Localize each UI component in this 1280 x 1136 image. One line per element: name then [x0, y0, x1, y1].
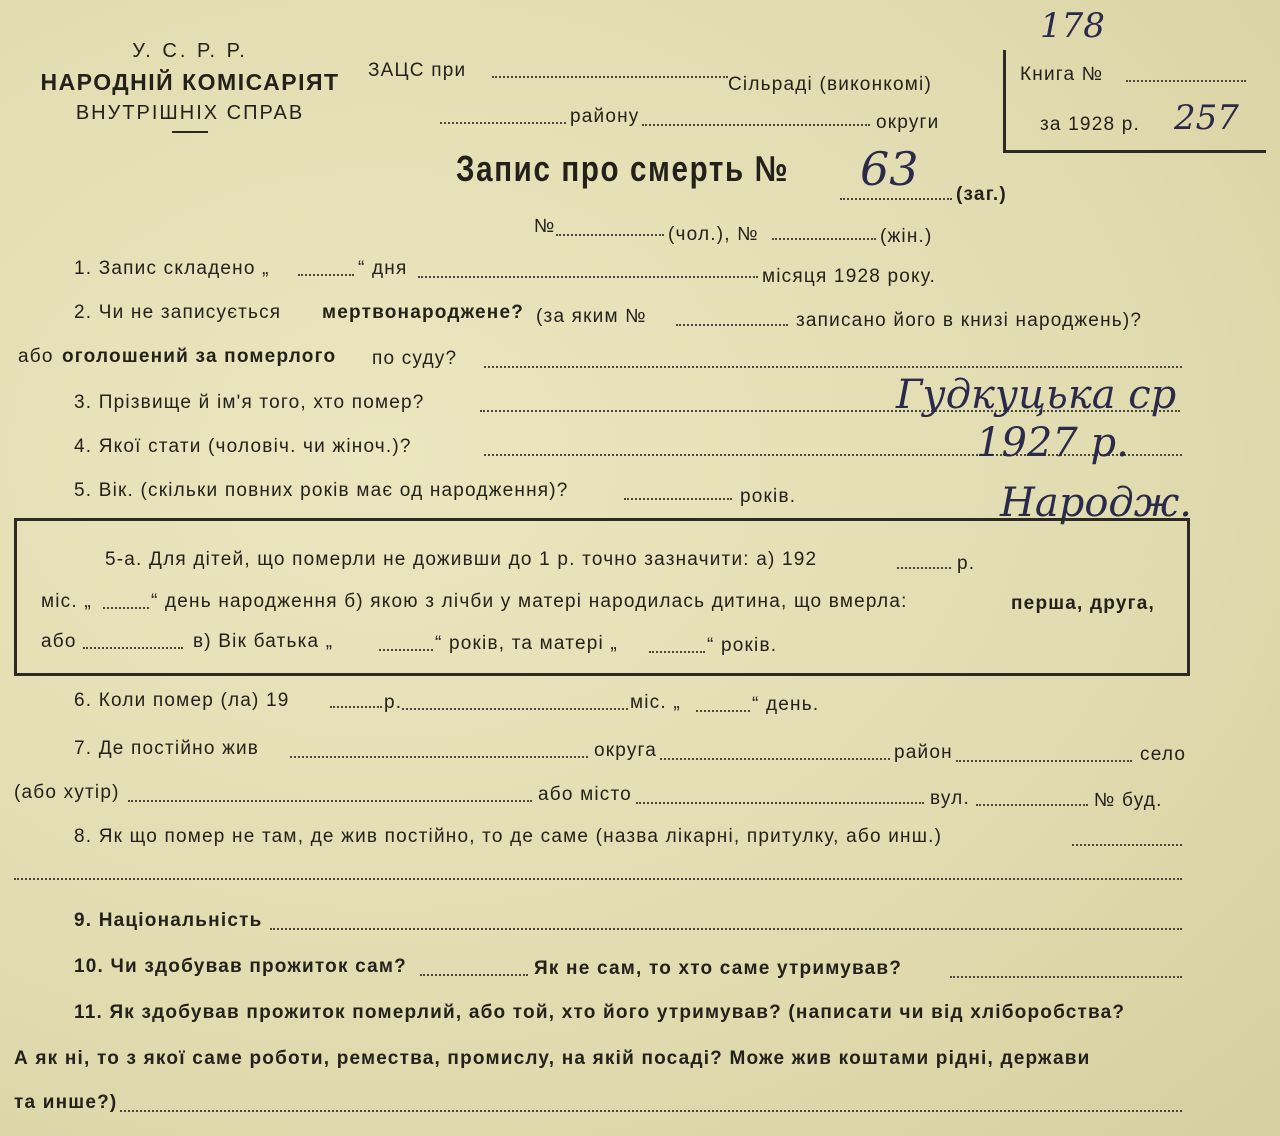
q6-label: 6. Коли помер (ла) 19: [74, 690, 290, 711]
q8-line-a: [1072, 844, 1182, 846]
book-box: [1003, 50, 1266, 153]
region-label: округи: [876, 112, 940, 133]
q5a-year-line: [897, 567, 951, 569]
infant-section-box: [14, 518, 1190, 676]
q5-label: 5. Вік. (скільки повних років має од народження)?: [74, 480, 569, 501]
q1-day-line: [298, 274, 354, 276]
male-number-line: [556, 234, 664, 236]
q2b-bold: оголошений за померлого: [62, 346, 337, 367]
q4-label: 4. Якої стати (чоловіч. чи жіноч.)?: [74, 436, 412, 457]
q9-label: 9. Національність: [74, 910, 263, 931]
q6-end: “ день.: [752, 694, 820, 715]
book-number-handwritten: 257: [1174, 98, 1239, 138]
q7-raion-line: [956, 760, 1132, 762]
book-number-line: [1126, 80, 1246, 82]
q6-year-line: [330, 706, 382, 708]
q6-p: р.: [384, 692, 403, 713]
q6-month-line: [402, 708, 628, 710]
q7-label: 7. Де постійно жив: [74, 738, 260, 759]
general-label: (заг.): [956, 184, 1007, 205]
council-label: Сільраді (виконкомі): [728, 74, 932, 95]
q2-bold: мертвонароджене?: [322, 302, 525, 323]
q1-end: місяця 1928 року.: [762, 266, 937, 287]
q5a-line2-pre: міс. „: [41, 591, 92, 612]
q5a-line2: “ день народження б) якою з лічби у матері народилась дитина, що вмерла:: [151, 591, 908, 612]
q7-okruha: округа: [594, 740, 658, 761]
q7-residence-line: [290, 756, 588, 758]
q4-value-handwritten: 1927 р.: [976, 420, 1129, 466]
q5a-line1: 5-а. Для дітей, що померли не доживши до 1 р. точно зазначити: а) 192: [105, 549, 818, 570]
zags-council-line: [492, 76, 728, 78]
q5a-father-age-line: [379, 649, 433, 651]
q5a-line3-end: “ років.: [707, 635, 778, 656]
q6-mis: міс. „: [630, 692, 681, 713]
q7b-vul: вул.: [930, 788, 970, 809]
q5a-line2-bold: перша, друга,: [1011, 593, 1155, 614]
q7-raion: район: [894, 742, 953, 763]
q1-month-line: [418, 276, 758, 278]
male-label: (чол.), №: [668, 224, 759, 245]
q11-line1: 11. Як здобував прожиток померлий, або той, хто його утримував? (написати чи від хліборобства?: [74, 1002, 1126, 1023]
q7-selo: село: [1140, 744, 1187, 765]
q7b-bud: № буд.: [1094, 790, 1163, 811]
q11-line: [120, 1110, 1182, 1112]
q7b-misto-line: [636, 802, 924, 804]
q5a-mother-age-line: [649, 651, 705, 653]
q10-label: 10. Чи здобував прожиток сам?: [74, 956, 407, 977]
q2b-end: по суду?: [372, 348, 458, 369]
q5a-line3-pre: або: [41, 631, 77, 652]
q5a-day-line: [103, 607, 149, 609]
q11-line3: та инше?): [14, 1092, 118, 1113]
district-label: району: [570, 106, 640, 127]
q11-line2: А як ні, то з якої саме роботи, ремества, промислу, на якій посаді? Може жив коштами рідні, держави: [14, 1048, 1091, 1069]
q2-mid: (за яким №: [536, 306, 647, 327]
q5-unit: років.: [740, 486, 797, 507]
organization-header: [0, 40, 380, 133]
q5a-birth-order-line: [83, 647, 183, 649]
q9-line: [270, 928, 1182, 930]
district-line: [440, 122, 566, 124]
q2b-pre: або: [18, 346, 54, 367]
q5-value-handwritten: Народж.: [1000, 480, 1192, 526]
female-number-line: [772, 238, 876, 240]
q8-line-b: [14, 878, 1182, 880]
q2-label: 2. Чи не записується: [74, 302, 282, 323]
commissariat-label: НАРОДНІЙ КОМІСАРІЯТ: [40, 69, 340, 95]
record-number-handwritten: 63: [860, 142, 919, 196]
q5a-line3-mid: в) Вік батька „: [193, 631, 334, 652]
q2b-line: [484, 366, 1182, 368]
ministry-label: ВНУТРІШНІХ СПРАВ: [75, 102, 305, 124]
q5-age-line: [624, 498, 732, 500]
q7-okruha-line: [660, 758, 890, 760]
q7b-vul-line: [976, 804, 1088, 806]
q10-self-line: [420, 974, 528, 976]
q7b-khutir-line: [128, 800, 532, 802]
book-year-label: за 1928 р.: [1040, 114, 1140, 135]
q1-mid: “ дня: [358, 258, 408, 279]
q10-who-line: [950, 976, 1182, 978]
book-number-label: Книга №: [1020, 64, 1104, 85]
region-line: [642, 124, 870, 126]
q1-label: 1. Запис складено „: [74, 258, 270, 279]
q10-mid: Як не сам, то хто саме утримував?: [534, 958, 903, 979]
no-label: №: [534, 216, 556, 237]
record-title: Запис про смерть №: [456, 148, 790, 189]
q2-end: записано його в книзі народжень)?: [796, 310, 1143, 331]
q6-day-line: [696, 710, 750, 712]
q3-value-handwritten: Гудкуцька ср: [896, 372, 1177, 418]
female-label: (жін.): [880, 226, 933, 247]
q3-label: 3. Прізвище й ім'я того, хто помер?: [74, 392, 425, 413]
page-number-handwritten: 178: [1040, 6, 1105, 46]
q7b-misto: або місто: [538, 784, 632, 805]
q5a-line3-mid2: “ років, та матері „: [435, 633, 618, 654]
q8-label: 8. Як що помер не там, де жив постійно, то де саме (назва лікарні, притулку, або инш.): [74, 826, 943, 847]
republic-label: У. С. Р. Р.: [132, 40, 248, 62]
q2-number-line: [676, 324, 788, 326]
q7b-label: (або хутір): [14, 782, 120, 803]
header-divider: [172, 131, 208, 133]
record-number-line: [840, 198, 952, 200]
zags-label: ЗАЦС при: [368, 60, 467, 81]
q5a-line1-end: р.: [957, 553, 976, 574]
